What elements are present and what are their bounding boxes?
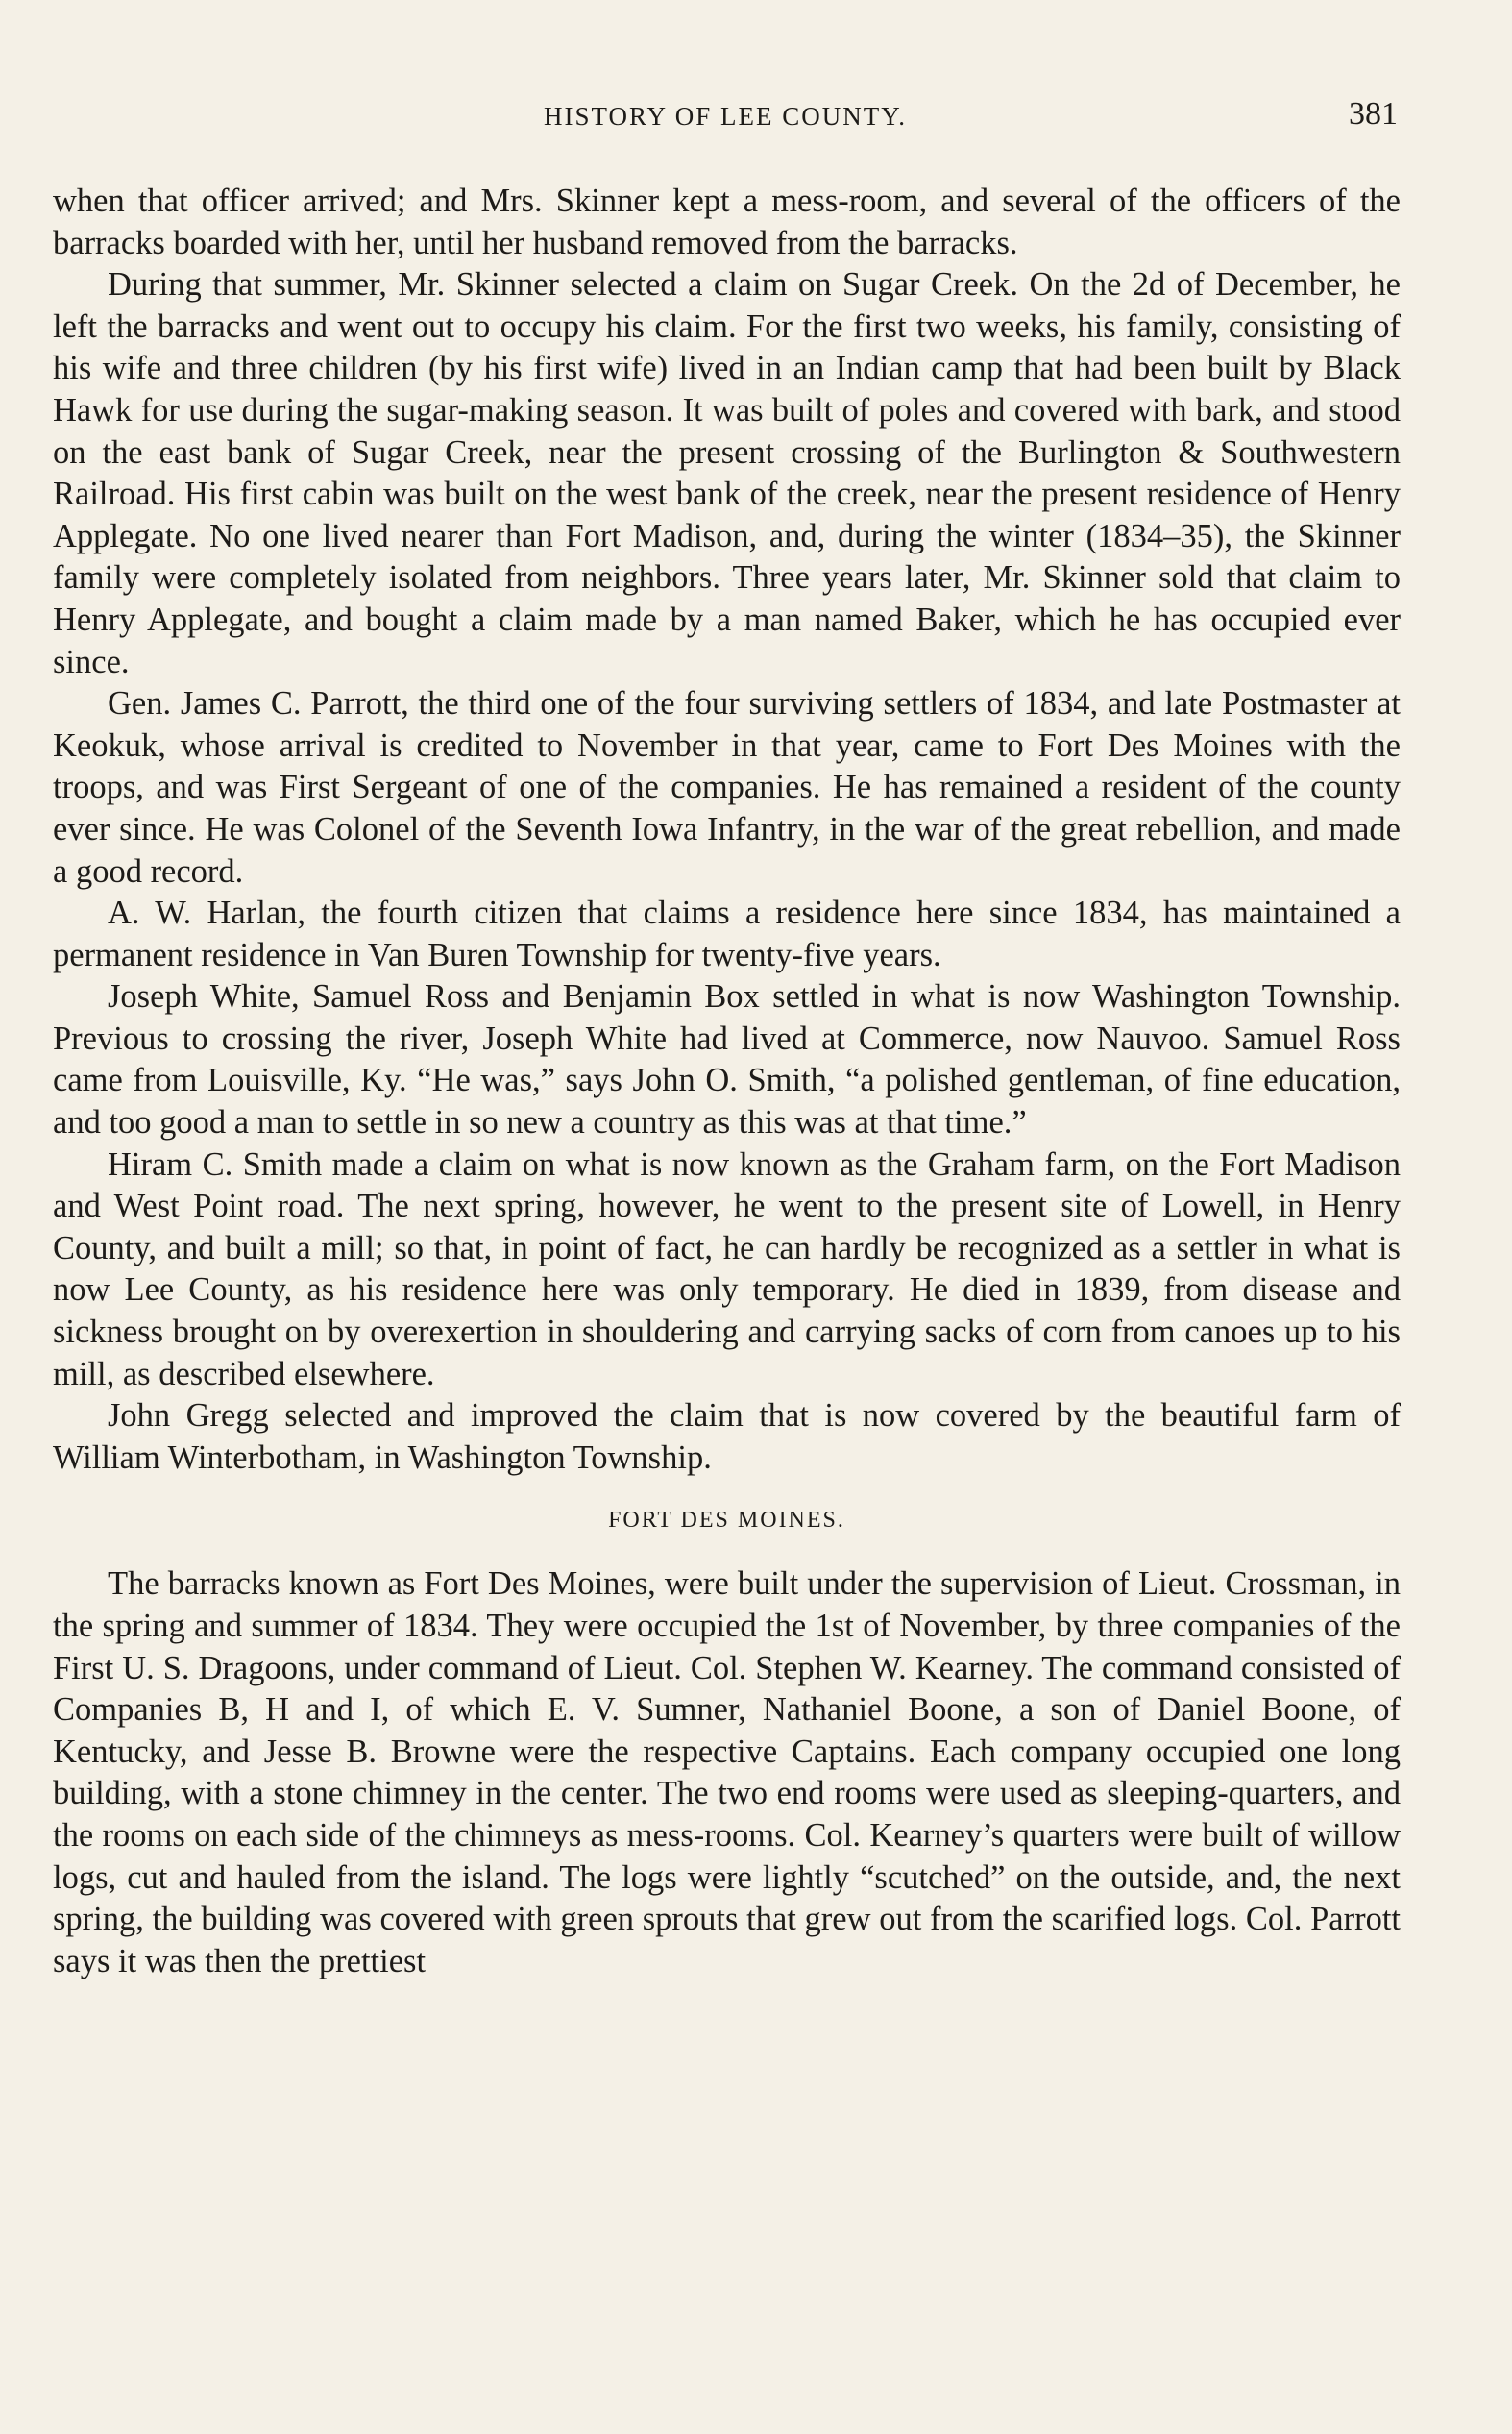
- paragraph-hiram-smith: Hiram C. Smith made a claim on what is now known as the Graham farm, on the Fort Madison and West Point road. The next spring, however, he went to the present site of Lowell, in Henry County, and built a mill; so that, in point of fact, he can hardly be recognized as a settler in what is now Lee County, as his residence here was only temporary. He died in 1839, from disease and sickness brought on by overexertion in shouldering and carrying sacks of corn from canoes up to his mill, as described elsewhere.: [53, 1145, 1401, 1392]
- running-title: HISTORY OF LEE COUNTY.: [543, 102, 908, 131]
- page-number: 381: [1349, 96, 1398, 132]
- paragraph-white-ross-box: Joseph White, Samuel Ross and Benjamin Box settled in what is now Washington Township. Previous to crossing the river, Joseph White had lived at Commerce, now Nauvoo. Samuel Ross came from Louisville, Ky. “He was,” says John O. Smith, “a polished gentleman, of fine education, and too good a man to settle in so new a country as this was at that time.”: [53, 978, 1401, 1142]
- paragraph-parrott: Gen. James C. Parrott, the third one of the four surviving settlers of 1834, and late Postmaster at Keokuk, whose arrival is credited to November in that year, came to Fort Des Moines with the troops, and was First Sergeant of one of the companies. He has remained a resident of the county ever since. He was Colonel of the Seventh Iowa Infantry, in the war of the great rebellion, and made a good record.: [53, 685, 1401, 890]
- section-heading: FORT DES MOINES.: [608, 1508, 845, 1534]
- paragraph-fort-des-moines: The barracks known as Fort Des Moines, were built under the supervision of Lieut. Crossman, in the spring and summer of 1834. They were occupied the 1st of November, by three companies of the First U. S. Dragoons, under command of Lieut. Col. Stephen W. Kearney. The command consisted of Companies B, H and I, of which E. V. Sumner, Nathaniel Boone, a son of Daniel Boone, of Kentucky, and Jesse B. Browne were the respective Captains. Each company occupied one long building, with a stone chimney in the center. The two end rooms were used as sleeping-quarters, and the rooms on each side of the chimneys as mess-rooms. Col. Kearney’s quarters were built of willow logs, cut and hauled from the island. The logs were lightly “scutched” on the outside, and, the next spring, the building was covered with green sprouts that grew out from the scarified logs. Col. Parrott says it was then the prettiest: [53, 1565, 1401, 1979]
- paragraph-continued: when that officer arrived; and Mrs. Skinner kept a mess-room, and several of the officers of the barracks boarded with her, until her husband removed from the barracks.: [53, 183, 1401, 261]
- running-head: [53, 96, 1398, 144]
- paragraph-john-gregg: John Gregg selected and improved the claim that is now covered by the beautiful farm of William Winterbotham, in Washington Township.: [53, 1397, 1401, 1476]
- paragraph-skinner-claim: During that summer, Mr. Skinner selected a claim on Sugar Creek. On the 2d of December, he left the barracks and went out to occupy his claim. For the first two weeks, his family, consisting of his wife and three children (by his first wife) lived in an Indian camp that had been built by Black Hawk for use during the sugar-making season. It was built of poles and covered with bark, and stood on the east bank of Sugar Creek, near the present crossing of the Burlington & Southwestern Railroad. His first cabin was built on the west bank of the creek, near the present residence of Henry Applegate. No one lived nearer than Fort Madison, and, during the winter (1834–35), the Skinner family were completely isolated from neighbors. Three years later, Mr. Skinner sold that claim to Henry Applegate, and bought a claim made by a man named Baker, which he has occupied ever since.: [53, 266, 1401, 680]
- body-text: [53, 181, 1401, 1982]
- paragraph-harlan: A. W. Harlan, the fourth citizen that claims a residence here since 1834, has maintained a permanent residence in Van Buren Township for twenty-five years.: [53, 895, 1401, 973]
